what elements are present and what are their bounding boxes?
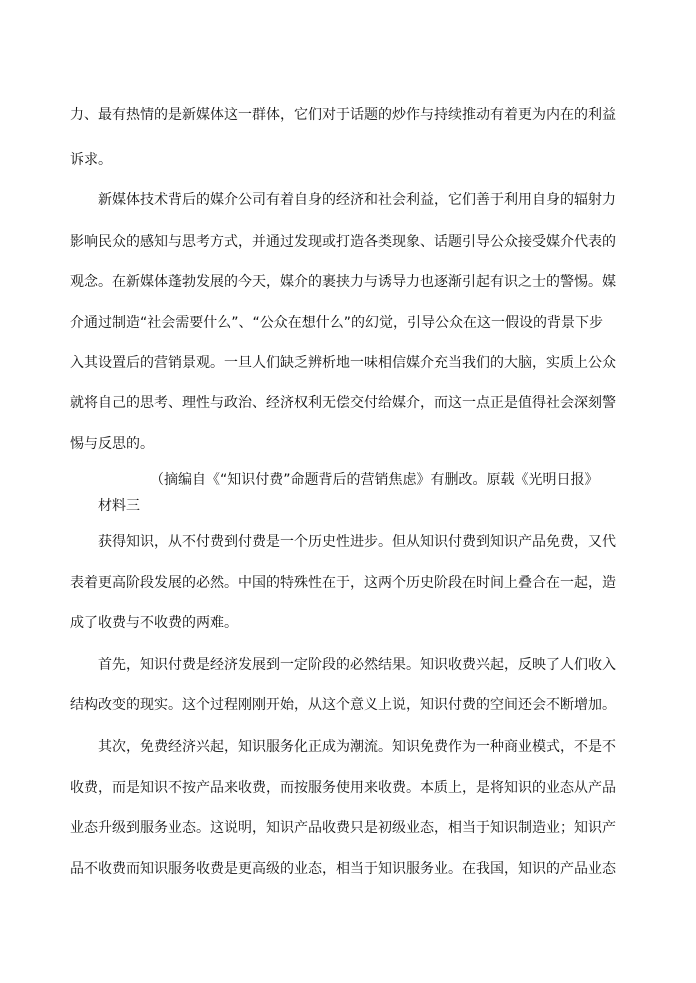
text-line-8: 就将自己的思考、理性与政治、经济权利无偿交付给媒介，而这一点正是值得社会深刻警 xyxy=(70,395,616,411)
text-line-2: 诉求。 xyxy=(70,152,112,168)
text-line-4: 影响民众的感知与思考方式，并通过发现或打造各类现象、话题引导公众接受媒介代表的 xyxy=(70,234,616,250)
text-line-13: 首先，知识付费是经济发展到一定阶段的必然结果。知识收费兴起，反映了人们收入 xyxy=(98,657,616,673)
text-line-9: 惕与反思的。 xyxy=(70,436,154,452)
text-line-14: 结构改变的现实。这个过程刚刚开始，从这个意义上说，知识付费的空间还会不断增加。 xyxy=(70,697,616,713)
text-line-5: 观念。在新媒体蓬勃发展的今天，媒介的裹挟力与诱导力也逐渐引起有识之士的警惕。媒 xyxy=(70,274,616,290)
text-line-3: 新媒体技术背后的媒介公司有着自身的经济和社会利益，它们善于利用自身的辐射力 xyxy=(98,192,616,208)
text-line-17: 业态升级到服务业态。这说明，知识产品收费只是初级业态，相当于知识制造业；知识产 xyxy=(70,820,616,836)
text-line-12: 成了收费与不收费的两难。 xyxy=(70,615,238,631)
text-line-11: 表着更高阶段发展的必然。中国的特殊性在于，这两个历史阶段在时间上叠合在一起，造 xyxy=(70,575,616,591)
text-line-6: 介通过制造“社会需要什么”、“公众在想什么”的幻觉，引导公众在这一假设的背景下步 xyxy=(70,315,604,331)
source-citation: （摘编自《“知识付费”命题背后的营销焦虑》有删改。原载《光明日报》 xyxy=(150,472,599,488)
text-line-7: 入其设置后的营销景观。一旦人们缺乏辨析地一味相信媒介充当我们的大脑，实质上公众 xyxy=(70,355,616,371)
text-line-15: 其次，免费经济兴起，知识服务化正成为潮流。知识免费作为一种商业模式，不是不 xyxy=(98,739,616,755)
section-heading: 材料三 xyxy=(98,498,140,514)
text-line-10: 获得知识，从不付费到付费是一个历史性进步。但从知识付费到知识产品免费，又代 xyxy=(98,534,616,550)
text-line-16: 收费，而是知识不按产品来收费，而按服务使用来收费。本质上，是将知识的业态从产品 xyxy=(70,780,616,796)
text-line-1: 力、最有热情的是新媒体这一群体，它们对于话题的炒作与持续推动有着更为内在的利益 xyxy=(70,107,616,123)
text-line-18: 品不收费而知识服务收费是更高级的业态，相当于知识服务业。在我国，知识的产品业态 xyxy=(70,861,616,877)
